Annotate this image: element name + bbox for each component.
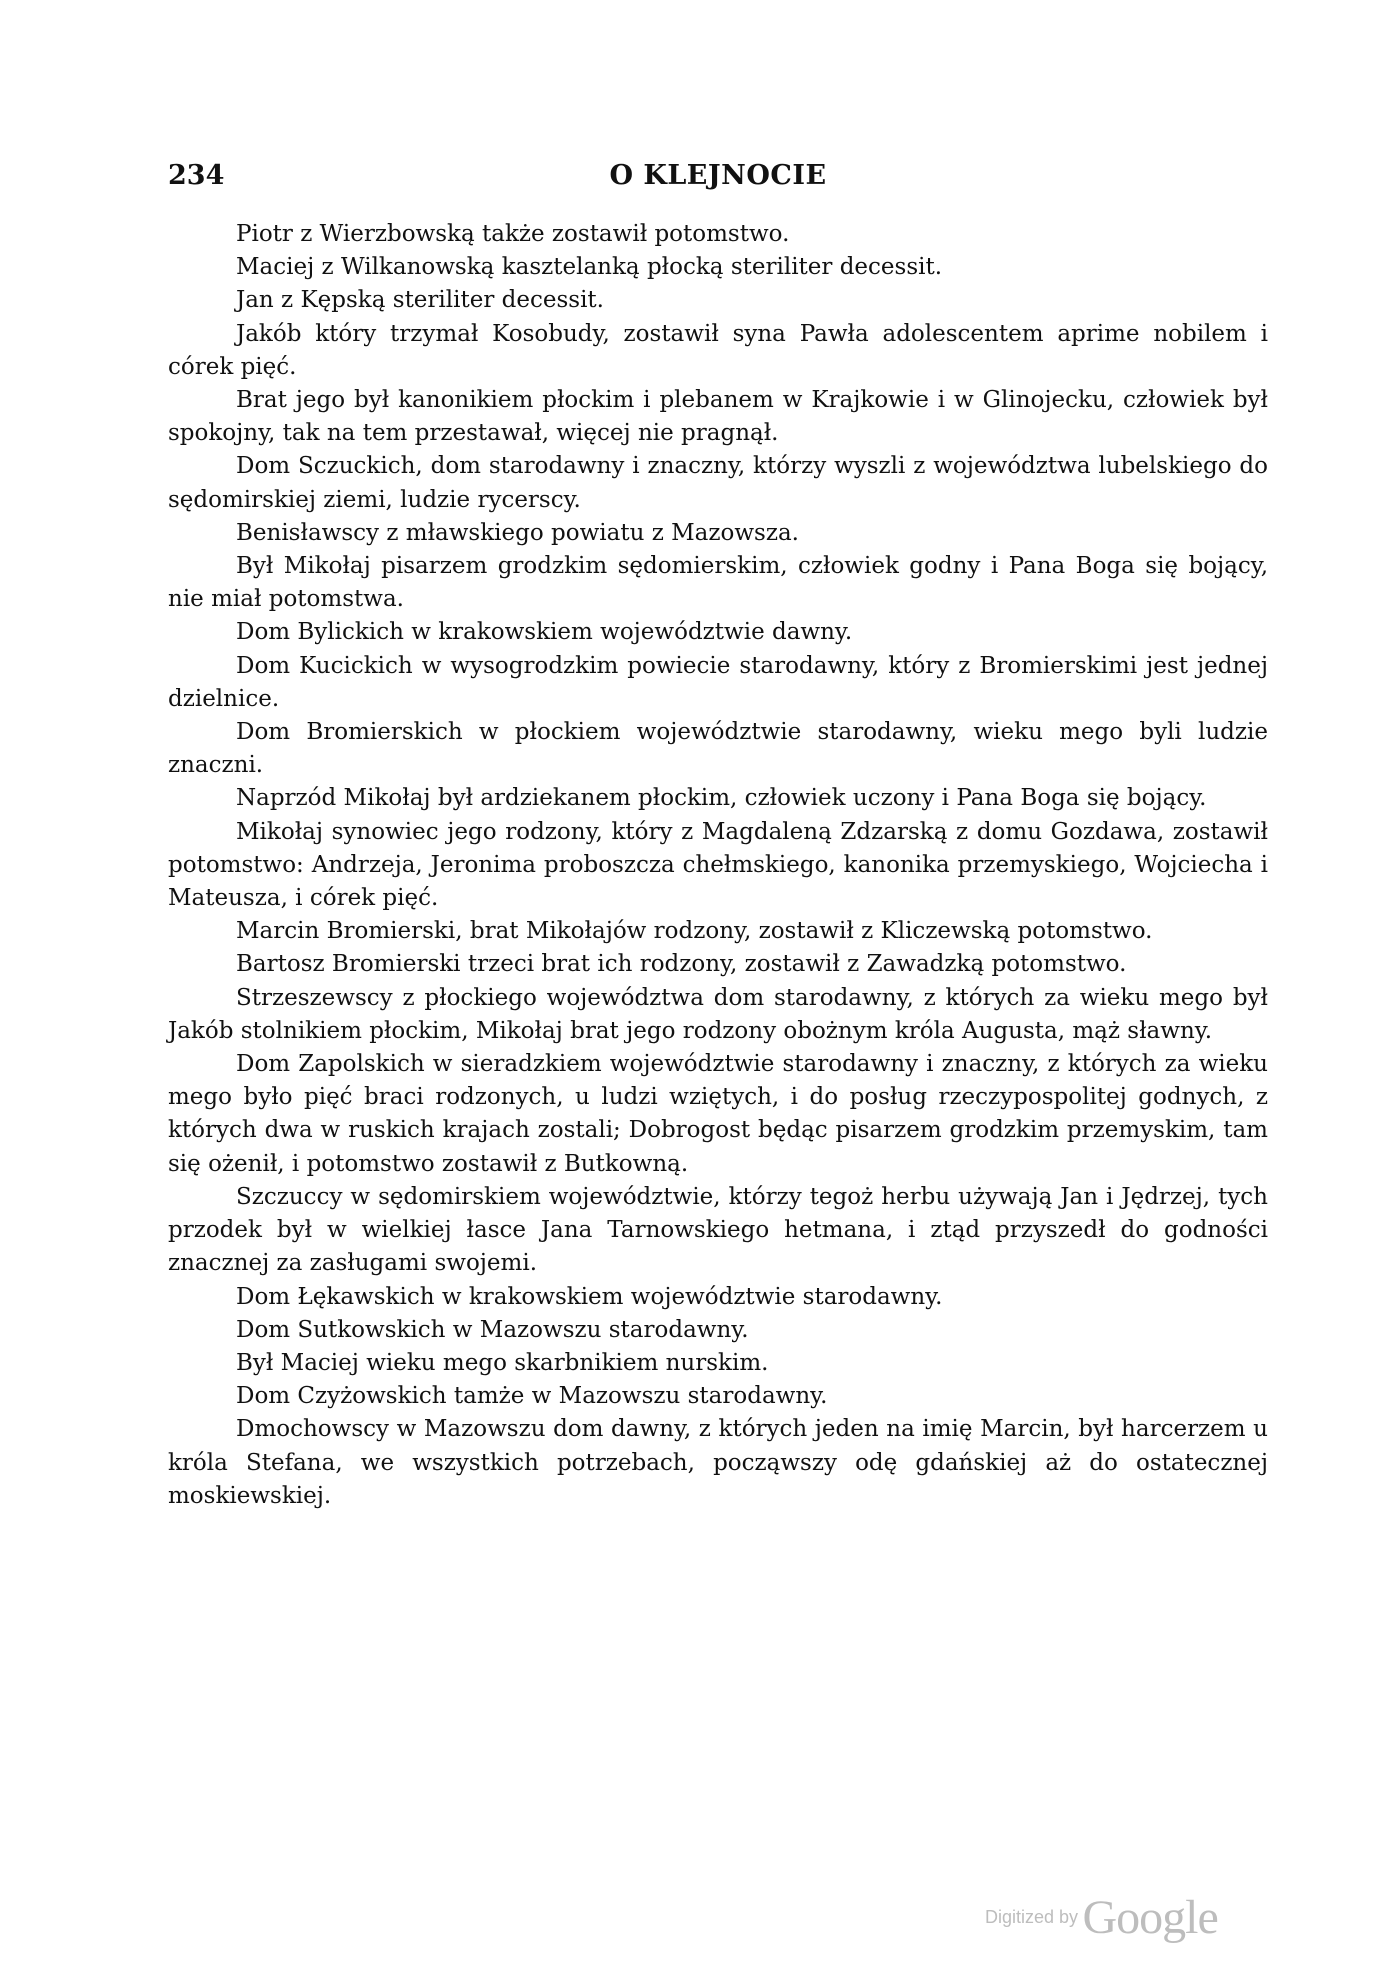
paragraph: Dom Bylickich w krakowskiem województwie dawny. xyxy=(236,619,853,646)
paragraph: Strzeszewscy z płockiego województwa dom starodawny, z których za wieku mego był Jakób stolnikiem płockim, Mikołaj brat jego rodzony obożnym króla Augusta, mąż sławny. xyxy=(168,984,1268,1044)
running-title: O KLEJNOCIE xyxy=(609,160,827,191)
paragraph: Maciej z Wilkanowską kasztelanką płocką steriliter decessit. xyxy=(236,254,943,281)
paragraph: Dom Sutkowskich w Mazowszu starodawny. xyxy=(236,1316,749,1343)
paragraph: Naprzód Mikołaj był ardziekanem płockim, człowiek uczony i Pana Boga się bojący. xyxy=(236,785,1207,812)
paragraph: Dom Zapolskich w sieradzkiem województwie starodawny i znaczny, z których za wieku mego było pięć braci rodzonych, u ludzi wziętych, i do posług rzeczypospolitej godnych, z których dwa w ruskich krajach zostali; Dobrogost będąc pisarzem grodzkim przemyskim, tam się ożenił, i potomstwo zostawił z Butkowną. xyxy=(168,1051,1268,1177)
digitization-watermark xyxy=(985,1890,1218,1945)
google-logo: Google xyxy=(1082,1891,1218,1944)
paragraph: Dom Czyżowskich tamże w Mazowszu starodawny. xyxy=(236,1383,828,1410)
paragraph: Jakób który trzymał Kosobudy, zostawił syna Pawła adolescentem aprime nobilem i córek pięć. xyxy=(168,320,1268,380)
page-number: 234 xyxy=(168,160,225,191)
paragraph: Dom Kucickich w wysogrodzkim powiecie starodawny, który z Bromierskimi jest jednej dzielnice. xyxy=(168,652,1268,712)
paragraph: Brat jego był kanonikiem płockim i plebanem w Krajkowie i w Glinojecku, człowiek był spokojny, tak na tem przestawał, więcej nie pragnął. xyxy=(168,387,1268,447)
paragraph: Benisławscy z mławskiego powiatu z Mazowsza. xyxy=(236,519,799,546)
watermark-prefix: Digitized by xyxy=(985,1907,1079,1927)
paragraph: Dmochowscy w Mazowszu dom dawny, z których jeden na imię Marcin, był harcerzem u króla Stefana, we wszystkich potrzebach, począwszy odę gdańskiej aż do ostatecznej moskiewskiej. xyxy=(168,1416,1268,1509)
page-header xyxy=(168,160,1268,200)
paragraph: Jan z Kępską steriliter decessit. xyxy=(236,287,604,314)
paragraph: Piotr z Wierzbowską także zostawił potomstwo. xyxy=(236,221,790,247)
paragraph: Był Maciej wieku mego skarbnikiem nurskim. xyxy=(236,1349,769,1376)
paragraph: Dom Łękawskich w krakowskiem województwie starodawny. xyxy=(236,1283,943,1310)
paragraph: Marcin Bromierski, brat Mikołajów rodzony, zostawił z Kliczewską potomstwo. xyxy=(236,918,1153,945)
paragraph: Bartosz Bromierski trzeci brat ich rodzony, zostawił z Zawadzką potomstwo. xyxy=(236,951,1127,978)
paragraph: Szczuccy w sędomirskiem województwie, którzy tegoż herbu używają Jan i Jędrzej, tych przodek był w wielkiej łasce Jana Tarnowskiego hetmana, i ztąd przyszedł do godności znacznej za zasługami swojemi. xyxy=(168,1183,1268,1277)
body-text xyxy=(168,218,1268,1513)
paragraph: Był Mikołaj pisarzem grodzkim sędomierskim, człowiek godny i Pana Boga się bojący, nie miał potomstwa. xyxy=(168,553,1268,613)
paragraph: Dom Sczuckich, dom starodawny i znaczny, którzy wyszli z województwa lubelskiego do sędomirskiej ziemi, ludzie rycerscy. xyxy=(168,453,1268,513)
paragraph: Mikołaj synowiec jego rodzony, który z Magdaleną Zdzarską z domu Gozdawa, zostawił potomstwo: Andrzeja, Jeronima proboszcza chełmskiego, kanonika przemyskiego, Wojciecha i Mateusza, i córek pięć. xyxy=(168,818,1268,912)
paragraph: Dom Bromierskich w płockiem województwie starodawny, wieku mego byli ludzie znaczni. xyxy=(168,719,1268,779)
